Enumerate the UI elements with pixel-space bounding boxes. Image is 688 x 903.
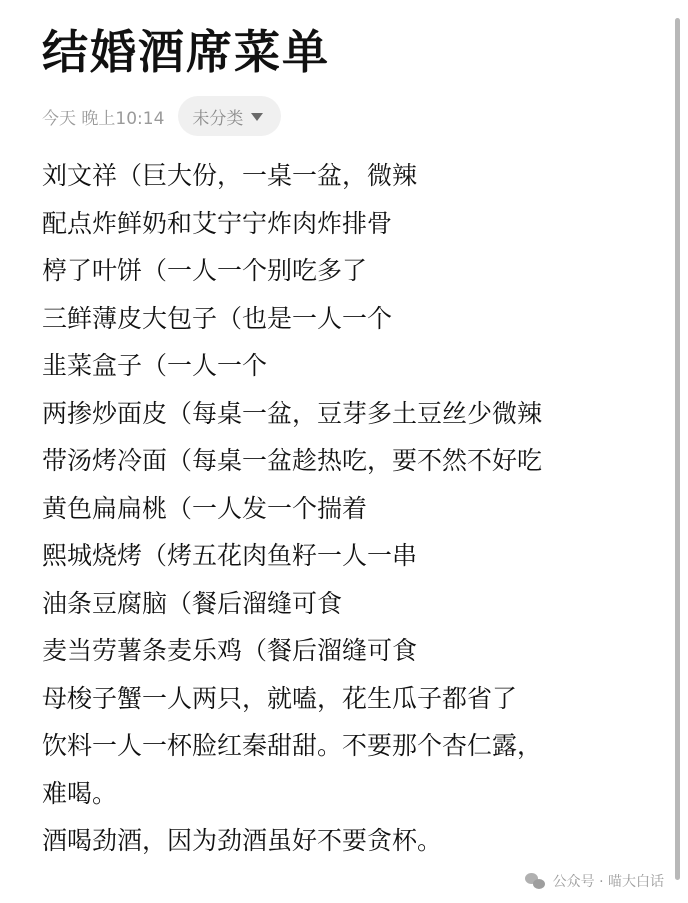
note-line: 带汤烤冷面（每桌一盆趁热吃，要不然不好吃 <box>42 446 543 475</box>
note-line: 酒喝劲酒，因为劲酒虽好不要贪杯。 <box>42 826 443 855</box>
note-line: 三鲜薄皮大包子（也是一人一个 <box>42 303 393 333</box>
note-line: 麦当劳薯条麦乐鸡（餐后溜缝可食 <box>42 636 418 665</box>
chevron-down-icon <box>251 113 263 121</box>
category-dropdown[interactable] <box>178 96 281 136</box>
vertical-scrollbar[interactable] <box>675 18 680 880</box>
note-line: 难喝。 <box>42 778 118 808</box>
note-meta <box>42 95 281 137</box>
watermark-text: 公众号 · 喵大白话 <box>552 874 664 890</box>
note-line: 油条豆腐脑（餐后溜缝可食 <box>42 588 343 618</box>
note-title: 结婚酒席菜单 <box>42 25 330 79</box>
note-line: 母梭子蟹一人两只，就嗑，花生瓜子都省了 <box>42 683 518 713</box>
wechat-icon <box>525 873 545 889</box>
note-line: 韭菜盒子（一人一个 <box>42 351 268 380</box>
note-line: 黄色扁扁桃（一人发一个揣着 <box>42 493 368 523</box>
note-timestamp: 今天 晚上10:14 <box>42 108 165 129</box>
note-line: 刘文祥（巨大份，一桌一盆，微辣 <box>42 161 418 190</box>
watermark <box>525 871 664 891</box>
note-line: 配点炸鲜奶和艾宁宁炸肉炸排骨 <box>42 208 393 238</box>
note-line: 两掺炒面皮（每桌一盆，豆芽多土豆丝少微辣 <box>42 398 543 428</box>
note-line: 饮料一人一杯脸红秦甜甜。不要那个杏仁露， <box>42 731 543 760</box>
category-label: 未分类 <box>192 108 244 129</box>
note-body[interactable] <box>42 152 642 865</box>
note-line: 楟了叶饼（一人一个别吃多了 <box>42 256 368 285</box>
note-line: 熙城烧烤（烤五花肉鱼籽一人一串 <box>42 541 418 570</box>
